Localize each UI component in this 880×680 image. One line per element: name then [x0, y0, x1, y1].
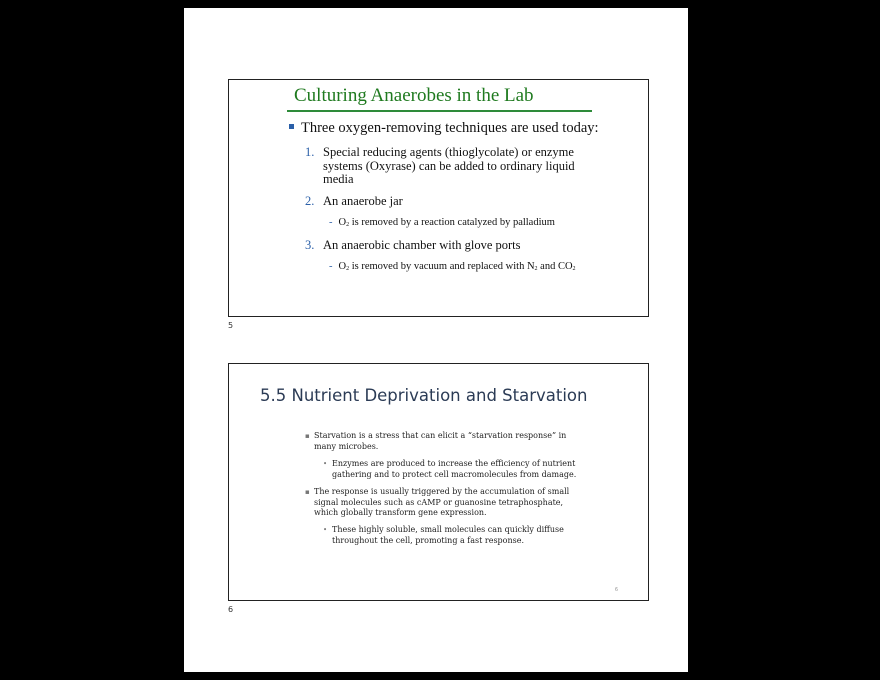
item-number: 2.: [305, 194, 315, 208]
slide-culturing-anaerobes: [228, 79, 649, 317]
bullet-icon: ▪: [305, 432, 310, 440]
slide-number: 6: [614, 587, 618, 593]
page-label: 6: [228, 605, 234, 614]
title-underline: [287, 110, 592, 112]
bullet-level1: ▪ Starvation is a stress that can elicit a “starvation response” in many microbes.: [305, 431, 567, 451]
item-text: An anaerobic chamber with glove ports: [323, 238, 521, 252]
item-text: An anaerobe jar: [323, 194, 403, 208]
numbered-item: [305, 195, 583, 209]
bullet-level2: • These highly soluble, small molecules can quickly diffuse throughout the cell, promoting a fast response.: [323, 525, 564, 545]
slide-title: 5.5 Nutrient Deprivation and Starvation: [260, 386, 588, 405]
page-label: 5: [228, 321, 234, 330]
square-bullet-icon: [289, 124, 294, 129]
dash-bullet-icon: -: [329, 217, 333, 228]
numbered-item: [305, 146, 583, 187]
numbered-item: [305, 239, 583, 253]
bullet-level2: • Enzymes are produced to increase the efficiency of nutrient gathering and to protect cell macromolecules from damage.: [323, 459, 577, 479]
slide-title: Culturing Anaerobes in the Lab: [294, 85, 534, 106]
bullet-icon: ▪: [305, 488, 310, 496]
document-page: [184, 8, 688, 672]
bullet-icon: •: [323, 460, 328, 468]
item-number: 1.: [305, 145, 315, 159]
dash-bullet-icon: -: [329, 261, 333, 272]
slide-nutrient-deprivation: [228, 363, 649, 601]
sub-item: - $O_2$ is removed by vacuum and replaced with $N_2$ and $CO_2$: [329, 261, 576, 272]
item-text: Special reducing agents (thioglycolate) or enzyme systems (Oxyrase) can be added to ordinary liquid media: [323, 145, 575, 186]
item-number: 3.: [305, 238, 315, 252]
bullet-level1: ▪ The response is usually triggered by the accumulation of small signal molecules such as cAMP or guanosine tetraphosphate, which globally transform gene expression.: [305, 487, 570, 517]
sub-item: - $O_2$ is removed by a reaction catalyzed by palladium: [329, 217, 555, 228]
bullet-level1: Three oxygen-removing techniques are used today:: [289, 120, 599, 137]
bullet-icon: •: [323, 526, 328, 534]
